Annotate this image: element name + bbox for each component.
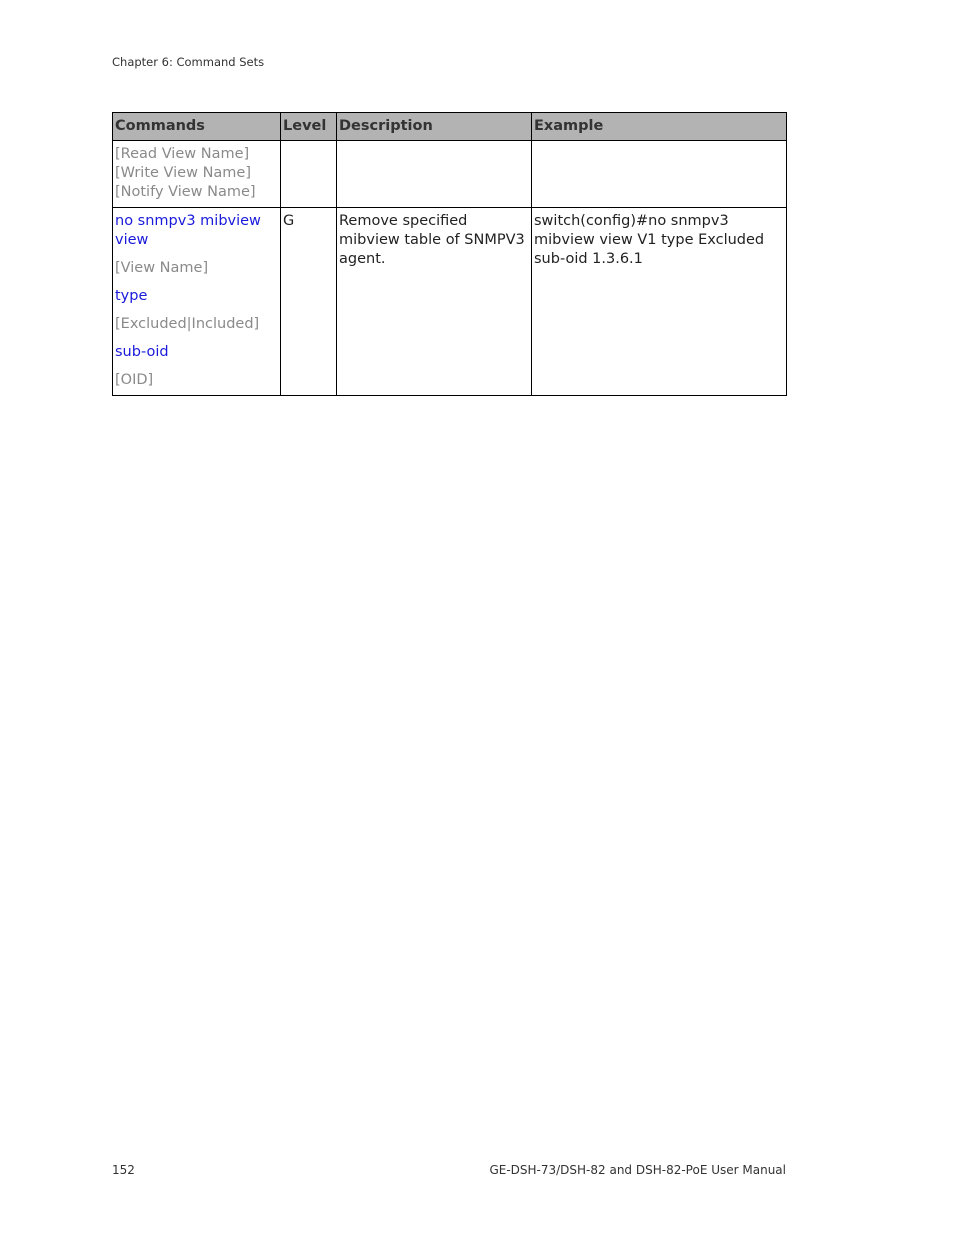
- page-number: 152: [112, 1163, 135, 1177]
- command-table: [112, 112, 787, 396]
- command-parameter: [Excluded|Included]: [115, 316, 260, 332]
- manual-title: GE-DSH-73/DSH-82 and DSH-82-PoE User Manual: [489, 1163, 786, 1177]
- table-row: [113, 141, 787, 208]
- description-cell: [337, 141, 532, 208]
- table-row: [113, 208, 787, 396]
- level-cell: G: [281, 208, 337, 396]
- table-header-row: [113, 113, 787, 141]
- command-parameter: [OID]: [115, 372, 154, 388]
- command-keyword: no snmpv3 mibview view: [115, 213, 261, 248]
- header-description: Description: [337, 113, 532, 141]
- command-cell: [Read View Name] [Write View Name] [Notify View Name]: [113, 141, 281, 208]
- chapter-header: Chapter 6: Command Sets: [112, 55, 265, 69]
- example-cell: switch(config)#no snmpv3 mibview view V1 type Excluded sub-oid 1.3.6.1: [532, 208, 787, 396]
- command-keyword: type: [115, 288, 148, 304]
- example-cell: [532, 141, 787, 208]
- command-parameter: [View Name]: [115, 260, 209, 276]
- command-cell: [113, 208, 281, 396]
- description-cell: Remove specified mibview table of SNMPV3 agent.: [337, 208, 532, 396]
- header-commands: Commands: [113, 113, 281, 141]
- header-level: Level: [281, 113, 337, 141]
- level-cell: [281, 141, 337, 208]
- header-example: Example: [532, 113, 787, 141]
- command-keyword: sub-oid: [115, 344, 169, 360]
